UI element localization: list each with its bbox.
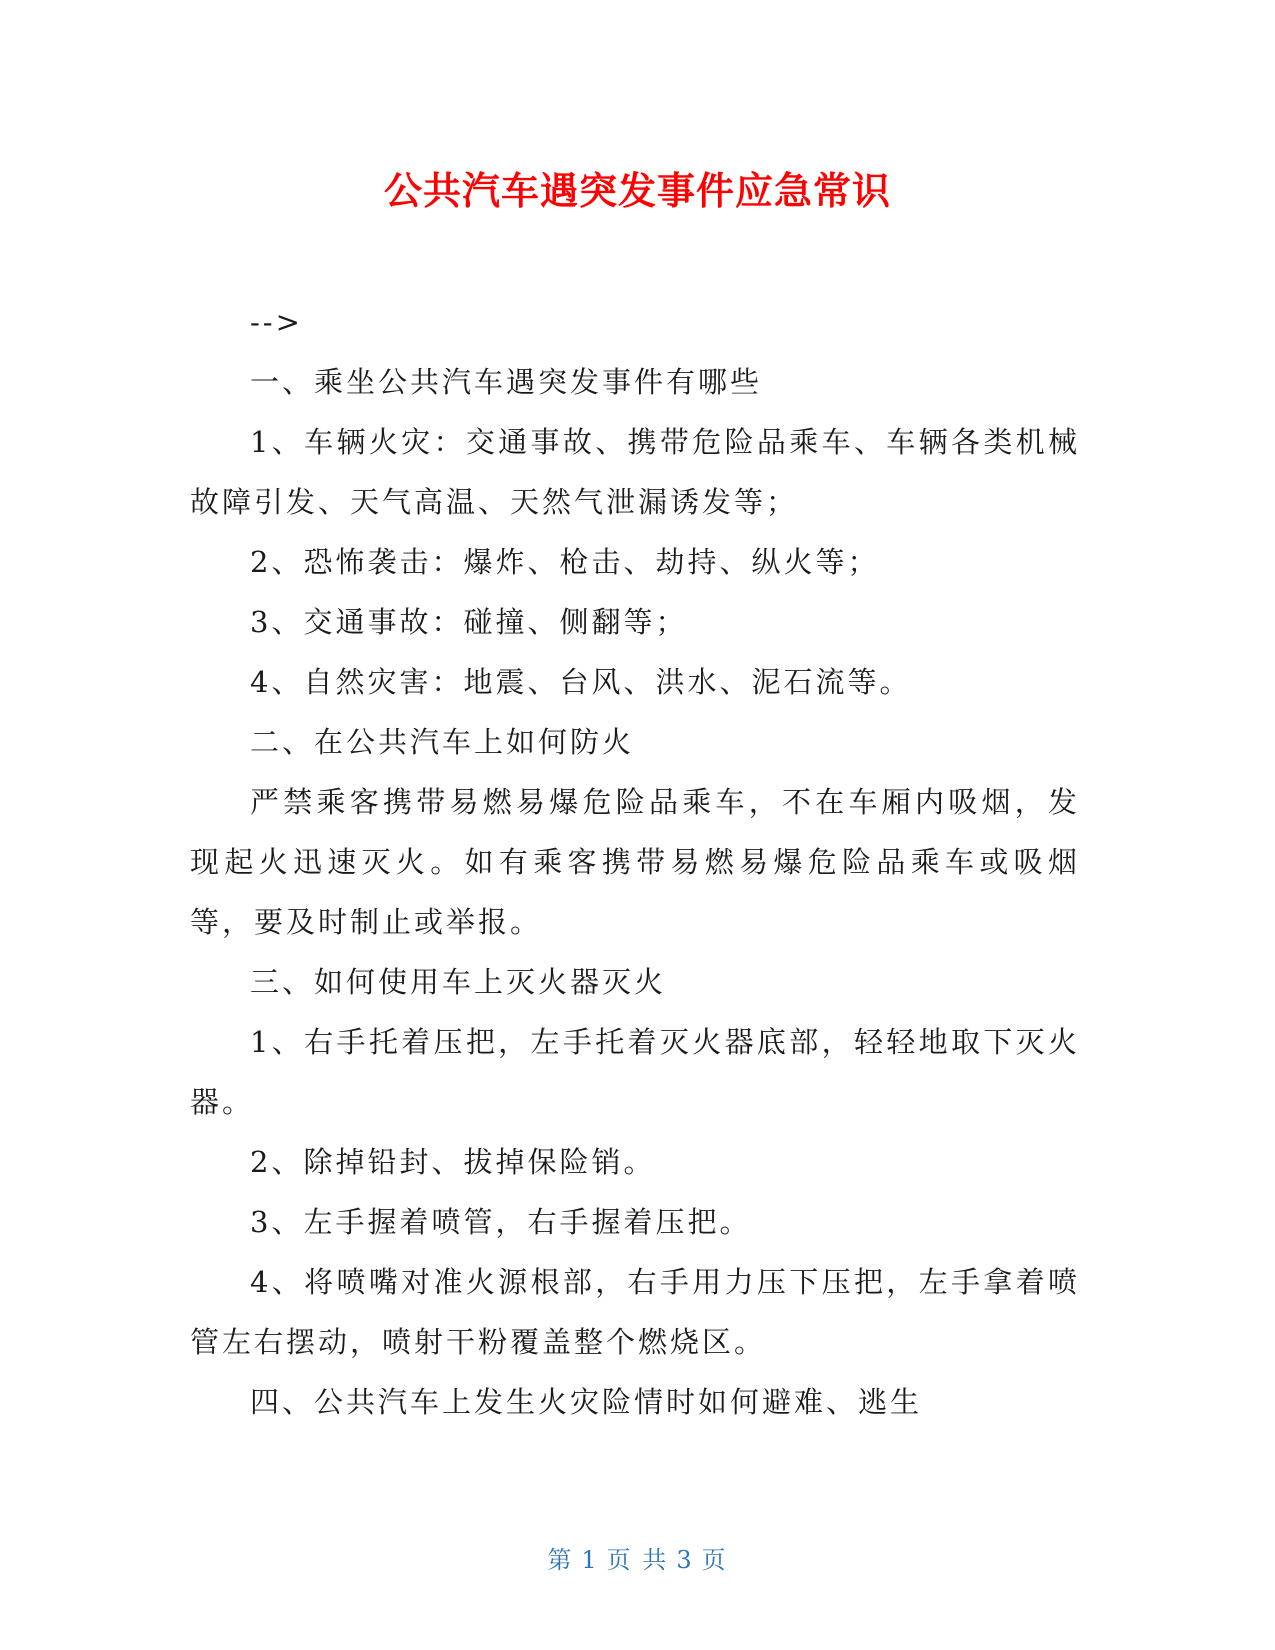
- list-item: 2、恐怖袭击：爆炸、枪击、劫持、纵火等；: [250, 545, 880, 579]
- footer-page-mid: 页 共: [606, 1546, 669, 1574]
- section-heading-3: 三、如何使用车上灭火器灭火: [250, 965, 667, 999]
- list-item: 4、自然灾害：地震、台风、洪水、泥石流等。: [250, 665, 912, 699]
- section-heading-4: 四、公共汽车上发生火灾险情时如何避难、逃生: [250, 1385, 923, 1419]
- list-item: 1、右手托着压把，左手托着灭火器底部，轻轻地取下灭火器。: [190, 1025, 1080, 1119]
- list-item: 3、交通事故：碰撞、侧翻等；: [250, 605, 688, 639]
- footer-page-prefix: 第: [547, 1546, 574, 1574]
- section-heading-2: 二、在公共汽车上如何防火: [250, 725, 635, 759]
- footer-page-total: 3: [676, 1546, 694, 1574]
- list-item: 1、车辆火灾：交通事故、携带危险品乘车、车辆各类机械故障引发、天气高温、天然气泄漏诱发等；: [190, 425, 1080, 519]
- page-footer: [0, 1540, 1275, 1575]
- footer-page-suffix: 页: [701, 1546, 728, 1574]
- document-body: [190, 292, 1080, 1432]
- list-item: 2、除掉铅封、拔掉保险销。: [250, 1145, 656, 1179]
- document-title: 公共汽车遇突发事件应急常识: [383, 169, 891, 213]
- paragraph-arrow: -->: [250, 305, 303, 339]
- footer-page-current: 1: [581, 1546, 599, 1574]
- list-item: 3、左手握着喷管，右手握着压把。: [250, 1205, 752, 1239]
- list-item: 4、将喷嘴对准火源根部，右手用力压下压把，左手拿着喷管左右摆动，喷射干粉覆盖整个燃烧区。: [190, 1265, 1080, 1359]
- paragraph: 严禁乘客携带易燃易爆危险品乘车，不在车厢内吸烟，发现起火迅速灭火。如有乘客携带易燃易爆危险品乘车或吸烟等，要及时制止或举报。: [190, 785, 1080, 939]
- section-heading-1: 一、乘坐公共汽车遇突发事件有哪些: [250, 365, 763, 399]
